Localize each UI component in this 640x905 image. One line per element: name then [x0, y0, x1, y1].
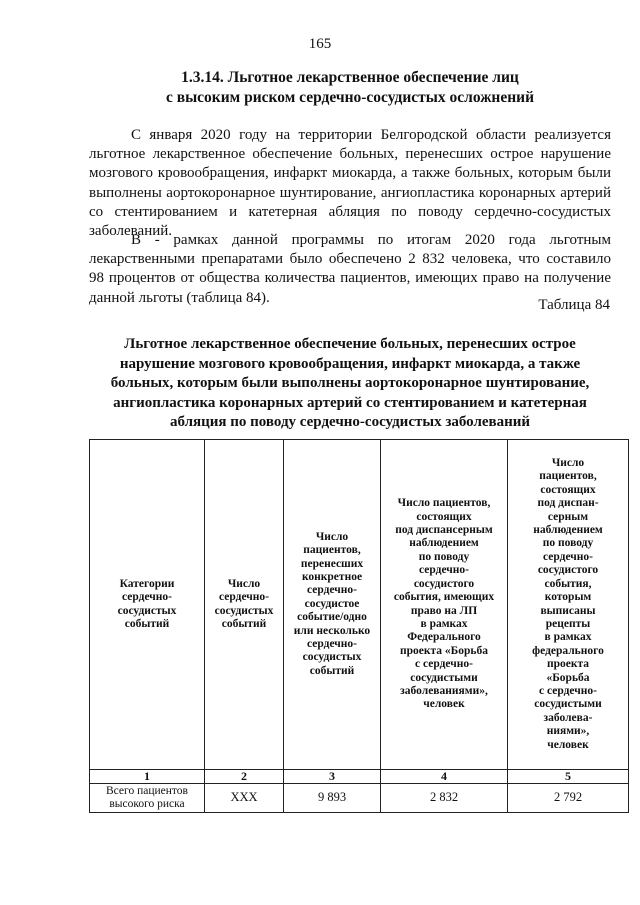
data-table [89, 439, 629, 813]
paragraph-line: заболеваний. [89, 223, 173, 240]
paragraph-line: со стентированием и катетерная абляция по поводу сердечно-сосудистых [89, 203, 611, 220]
table-heading-line: абляция по поводу сердечно-сосудистых заболеваний [169, 414, 531, 431]
header-cell-events-count: Число сердечно- сосудистых событий [205, 440, 284, 770]
table-cell: 9 893 [284, 784, 381, 813]
paragraph-line: С января 2020 году на территории Белгородской области реализуется [131, 127, 611, 143]
table-cell: 2 832 [381, 784, 508, 813]
page-number: 165 [308, 36, 332, 52]
section-title-line: 1.3.14. Льготное лекарственное обеспечение лиц [181, 69, 519, 86]
header-cell-prescribed-patients: Число пациентов, состоящих под диспан- серным наблюдением по поводу сердечно- сосудистого события, которым выписаны рецепты в рамках федерального проекта «Борьба с сердечно- сосудистыми заболева- ниями», человек [508, 440, 629, 770]
section-title-line: с высоким риском сердечно-сосудистых осложнений [165, 89, 535, 106]
paragraph-line: В - рамках данной программы по итогам 2020 года льготным [131, 232, 611, 248]
table-cell: 2 792 [508, 784, 629, 813]
column-number: 2 [205, 770, 284, 784]
paragraph-line: 98 процентов от общества количества пациентов, имеющих право на получение [89, 270, 611, 287]
header-cell-patients-count: Число пациентов, перенесших конкретное сердечно- сосудистое событие/одно или несколько сердечно- сосудистых событий [284, 440, 381, 770]
paragraph-line: данной льготы (таблица 84). [89, 289, 270, 306]
column-number: 1 [90, 770, 205, 784]
header-cell-eligible-patients: Число пациентов, состоящих под диспансерным наблюдением по поводу сердечно- сосудистого события, имеющих право на ЛП в рамках Федерального проекта «Борьба с сердечно- сосудистыми заболеваниями», человек [381, 440, 508, 770]
row-label: Всего пациентов высокого риска [90, 784, 205, 813]
table-heading-line: ангиопластика коронарных артерий со стентированием и катетерная [113, 394, 587, 411]
table-heading [60, 335, 640, 433]
paragraph-results [89, 231, 611, 308]
column-number: 3 [284, 770, 381, 784]
paragraph-line: льготное лекарственное обеспечение больных, перенесших острое нарушение [89, 146, 611, 163]
header-cell-categories: Категории сердечно- сосудистых событий [90, 440, 205, 770]
column-number: 4 [381, 770, 508, 784]
column-number: 5 [508, 770, 629, 784]
table-heading-line: Льготное лекарственное обеспечение больных, перенесших острое [124, 336, 576, 352]
section-title [60, 68, 640, 108]
table-heading-line: нарушение мозгового кровообращения, инфаркт миокарда, а также [119, 355, 581, 372]
table-caption: Таблица 84 [538, 297, 610, 313]
paragraph-line: выполнены аортокоронарное шунтирование, ангиопластика коронарных артерий [89, 184, 611, 201]
paragraph-line: лекарственными препаратами было обеспечено 2 832 человека, что составило [89, 251, 611, 268]
table-row [90, 784, 629, 813]
table-heading-line: больных, которым были выполнены аортокоронарное шунтирование, [110, 375, 590, 392]
paragraph-line: мозгового кровообращения, инфаркт миокарда, а также больных, которым были [89, 165, 611, 182]
paragraph-intro [89, 126, 611, 241]
table-header-row [90, 440, 629, 770]
table-cell: ХХХ [205, 784, 284, 813]
table-column-numbers-row [90, 770, 629, 784]
